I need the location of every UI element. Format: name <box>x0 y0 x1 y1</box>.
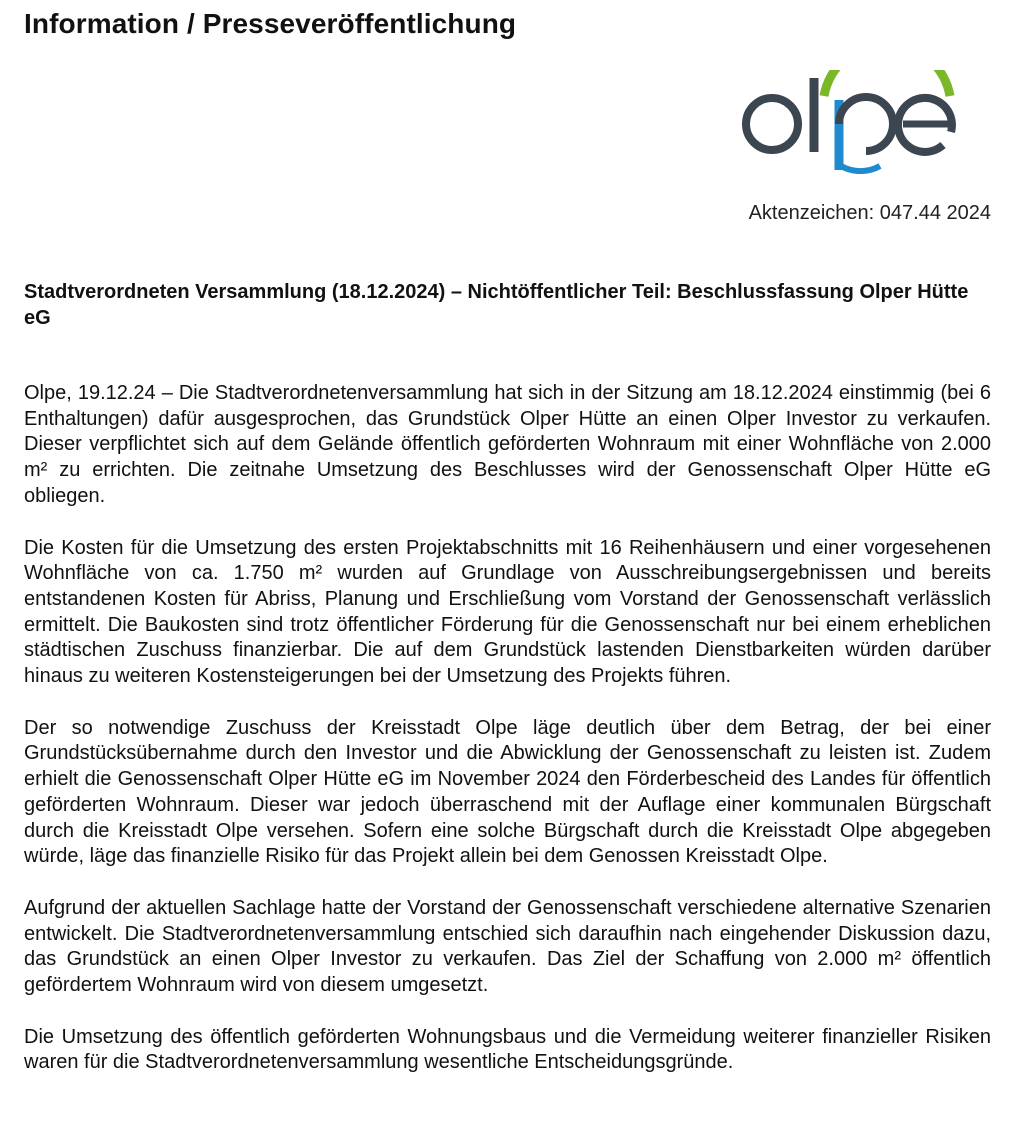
paragraph: Olpe, 19.12.24 – Die Stadtverordnetenversammlung hat sich in der Sitzung am 18.12.2024 einstimmig (bei 6 Enthaltungen) dafür ausgesprochen, das Grundstück Olper Hütte an einen Olper Investor zu verkaufen. Dieser verpflichtet sich auf dem Gelände öffentlich geförderten Wohnraum mit einer Wohnfläche von 2.000 m² zu errichten. Die zeitnahe Umsetzung des Beschlusses wird der Genossenschaft Olper Hütte eG obliegen. <box>24 382 991 507</box>
document-title: Stadtverordneten Versammlung (18.12.2024) – Nichtöffentlicher Teil: Beschlussfassung Olper Hütte eG <box>24 281 969 329</box>
logo-letter-o <box>746 98 798 150</box>
paragraph: Die Umsetzung des öffentlich geförderten Wohnungsbaus und die Vermeidung weiterer finanzieller Risiken waren für die Stadtverordnetenversammlung wesentliche Entscheidungsgründe. <box>24 1025 991 1074</box>
paragraph: Aufgrund der aktuellen Sachlage hatte der Vorstand der Genossenschaft verschiedene alternative Szenarien entwickelt. Die Stadtverordnetenversammlung entschied sich daraufhin nach eingehender Diskussion dazu, das Grundstück an einen Olper Investor zu verkaufen. Das Ziel der Schaffung von 2.000 m² öffentlich gefördertem Wohnraum wird von diesem umgesetzt. <box>24 896 991 997</box>
logo-blue-arc <box>841 166 880 171</box>
paragraph: Der so notwendige Zuschuss der Kreisstadt Olpe läge deutlich über dem Betrag, der bei einer Grundstücksübernahme durch den Investor und die Abwicklung der Genossenschaft zu leisten ist. Zudem erhielt die Genossenschaft Olper Hütte eG im November 2024 den Förderbescheid des Landes für öffentlich geförderten Wohnraum. Dieser war jedoch überraschend mit der Auflage einer kommunalen Bürgschaft durch die Kreisstadt Olpe versehen. Sofern eine solche Bürgschaft durch die Kreisstadt Olpe abgegeben würde, läge das finanzielle Risiko für das Projekt allein bei dem Genossen Kreisstadt Olpe. <box>24 716 991 868</box>
olpe-logo <box>738 70 966 174</box>
file-reference: Aktenzeichen: 047.44 2024 <box>748 202 991 224</box>
logo-green-arc <box>824 70 950 96</box>
page-title: Information / Presseveröffentlichung <box>24 8 517 39</box>
logo-letter-p-bowl <box>839 97 893 151</box>
document-body <box>24 381 991 1102</box>
paragraph: Die Kosten für die Umsetzung des ersten Projektabschnitts mit 16 Reihenhäusern und einer vorgesehenen Wohnfläche von ca. 1.750 m² wurden auf Grundlage von Ausschreibungsergebnissen und bereits entstandenen Kosten für Abriss, Planung und Erschließung vom Vorstand der Genossenschaft verlässlich ermittelt. Die Baukosten sind trotz öffentlicher Förderung für die Genossenschaft nur bei einem erheblichen städtischen Zuschuss finanzierbar. Die auf dem Grundstück lastenden Dienstbarkeiten würden darüber hinaus zu weiteren Kostensteigerungen bei der Umsetzung des Projekts führen. <box>24 536 991 688</box>
